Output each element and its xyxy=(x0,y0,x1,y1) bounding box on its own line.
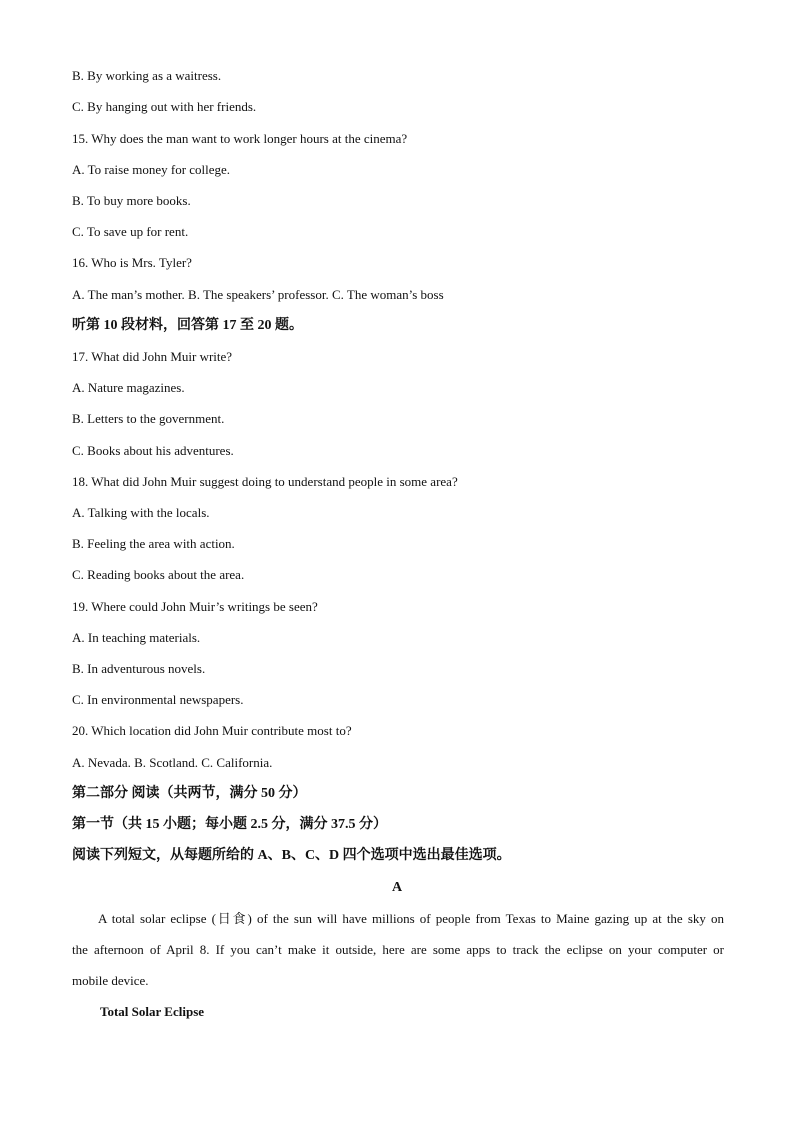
paragraph-line-2: the afternoon of April 8. If you can’t make it outside, here are some apps to track the eclipse on your computer or xyxy=(72,942,724,957)
question-18: 18. What did John Muir suggest doing to understand people in some area? xyxy=(72,474,458,489)
option-19b: B. In adventurous novels. xyxy=(72,661,206,676)
option-18a: A. Talking with the locals. xyxy=(72,505,210,520)
passage-label: A xyxy=(391,880,403,895)
question-16: 16. Who is Mrs. Tyler? xyxy=(72,255,192,270)
options-16: A. The man’s mother. B. The speakers’ professor. C. The woman’s boss xyxy=(72,287,444,302)
section-10-heading: 听第 10 段材料，回答第 17 至 20 题。 xyxy=(72,318,303,333)
paragraph-line-1 xyxy=(72,903,724,934)
question-19: 19. Where could John Muir’s writings be seen? xyxy=(72,599,318,614)
option-18c: C. Reading books about the area. xyxy=(72,567,245,582)
option-19c: C. In environmental newspapers. xyxy=(72,692,244,707)
option-15a: A. To raise money for college. xyxy=(72,162,231,177)
option-14c: C. By hanging out with her friends. xyxy=(72,99,257,114)
option-17b: B. Letters to the government. xyxy=(72,411,225,426)
option-18b: B. Feeling the area with action. xyxy=(72,536,235,551)
options-20: A. Nevada. B. Scotland. C. California. xyxy=(72,755,273,770)
option-15b: B. To buy more books. xyxy=(72,193,191,208)
section-subheading: Total Solar Eclipse xyxy=(100,1004,205,1019)
part-2-heading: 第二部分 阅读（共两节，满分 50 分） xyxy=(72,786,307,801)
question-20: 20. Which location did John Muir contribute most to? xyxy=(72,723,352,738)
option-14b: B. By working as a waitress. xyxy=(72,68,222,83)
question-15: 15. Why does the man want to work longer hours at the cinema? xyxy=(72,131,408,146)
question-17: 17. What did John Muir write? xyxy=(72,349,233,364)
option-15c: C. To save up for rent. xyxy=(72,224,189,239)
passage-paragraph xyxy=(72,903,724,996)
reading-instruction: 阅读下列短文，从每题所给的 A、B、C、D 四个选项中选出最佳选项。 xyxy=(72,848,511,863)
option-19a: A. In teaching materials. xyxy=(72,630,201,645)
option-17c: C. Books about his adventures. xyxy=(72,443,234,458)
paragraph-line-3: mobile device. xyxy=(72,973,149,988)
paragraph-line-1-text: A total solar eclipse (日食) of the sun will have millions of people from Texas to Maine gazing up at the sky on xyxy=(98,911,724,926)
option-17a: A. Nature magazines. xyxy=(72,380,185,395)
section-1-heading: 第一节（共 15 小题；每小题 2.5 分，满分 37.5 分） xyxy=(72,817,387,832)
